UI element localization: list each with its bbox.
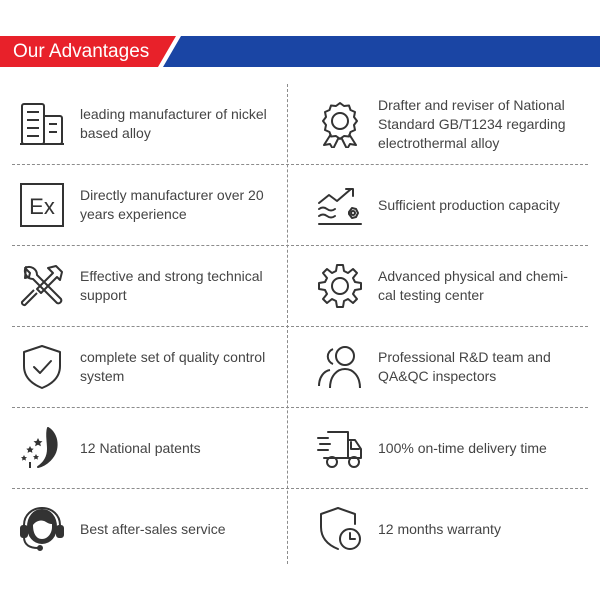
advantage-item [312,489,588,569]
advantage-item [12,327,300,407]
buildings-icon [18,100,66,148]
advantage-text: 100% on-time delivery time [378,439,547,456]
advantage-text: Sufficient production capacity [378,196,560,213]
advantage-item [12,489,300,569]
advantage-text: 12 months warranty [378,520,501,537]
gear-icon [316,262,364,310]
advantages-row [12,408,588,489]
advantages-grid [12,84,588,569]
production-chart-icon [316,181,364,229]
advantage-item [312,408,588,488]
advantage-text: leading manufacturer of nickel based alloy [80,106,267,141]
people-icon [316,343,364,391]
advantage-text: 12 National patents [80,439,201,456]
advantages-row [12,165,588,246]
advantage-text: Advanced physical and chemi-cal testing center [378,268,568,303]
section-title: Our Advantages [13,41,150,62]
headset-support-icon [18,505,66,553]
advantages-row [12,327,588,408]
award-ribbon-icon [316,100,364,148]
ex-box-icon [18,181,66,229]
advantage-item [312,246,588,326]
advantage-text: Directly manufacturer over 20 years experience [80,187,264,222]
advantage-item [12,246,300,326]
tools-icon [18,262,66,310]
advantages-row [12,489,588,569]
advantage-text: Best after-sales service [80,520,226,537]
advantage-text: Professional R&D team and QA&QC inspectors [378,349,551,384]
advantages-row [12,246,588,327]
advantage-item [12,84,300,164]
advantage-item [312,84,588,164]
advantage-text: complete set of quality control system [80,349,266,384]
svg-text:Ex: Ex [29,194,55,219]
advantage-item [12,408,300,488]
delivery-truck-icon [316,424,364,472]
shield-clock-icon [316,505,364,553]
advantages-row [12,84,588,165]
advantage-item [12,165,300,245]
advantage-item [312,165,588,245]
shield-check-icon [18,343,66,391]
advantage-text: Effective and strong technical support [80,268,263,303]
advantage-text: Drafter and reviser of National Standard GB/T1234 regarding electrothermal alloy [378,96,566,151]
advantage-item [312,327,588,407]
section-header [0,36,600,67]
patent-icon [18,424,66,472]
